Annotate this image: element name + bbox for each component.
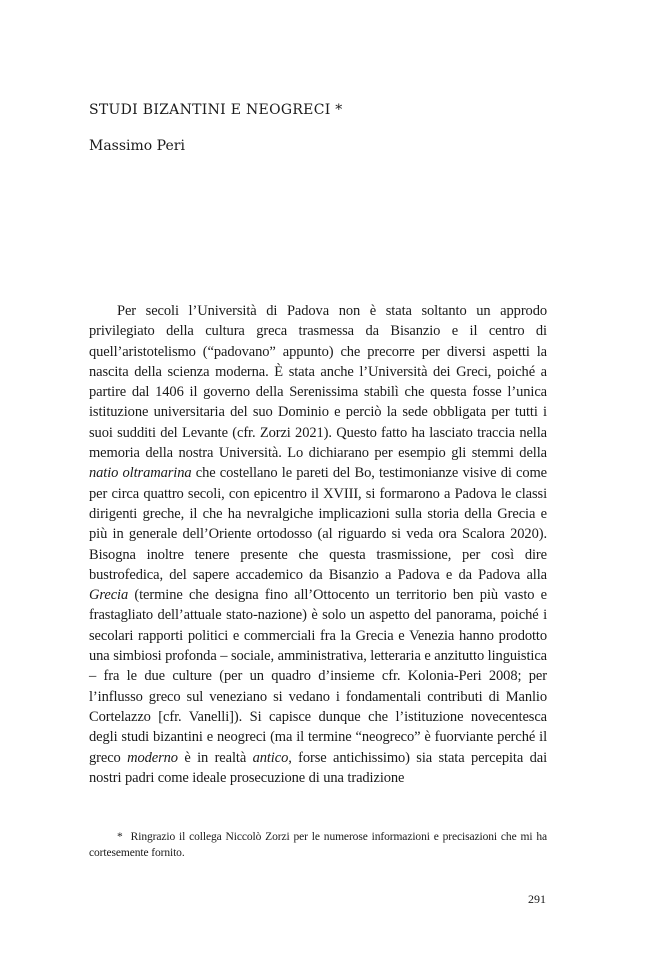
footnote — [89, 829, 547, 861]
italic-phrase: Grecia — [89, 587, 129, 604]
text-run: è in realtà — [177, 749, 253, 766]
footnote-text: Ringrazio il collega Niccolò Zorzi per le numerose informazioni e precisazioni che mi ha cortesemente fornito. — [89, 831, 547, 859]
footnote-mark: * — [117, 831, 123, 843]
italic-phrase: moderno — [127, 749, 178, 766]
author-name: Massimo Peri — [89, 138, 185, 154]
article-title: STUDI BIZANTINI E NEOGRECI * — [89, 102, 343, 118]
italic-phrase: antico — [252, 749, 289, 766]
body-paragraph — [89, 301, 547, 788]
text-run: che costellano le pareti del Bo, testimonianze visive di come per circa quattro secoli, con epicentro il XVIII, si formarono a Padova le classi dirigenti greche, il che ha nevralgiche implicazioni sulla storia della Grecia e più in generale dell’Oriente ortodosso (al riguardo si veda ora Scalora 2020). Bisogna inoltre tenere presente che questa trasmissione, per così dire bustrofedica, del sapere accademico da Bisanzio a Padova e da Padova alla — [89, 465, 547, 583]
text-run: , forse antichissimo) sia stata percepita dai nostri padri come ideale prosecuzione di una tradizione — [89, 749, 547, 786]
text-run: Per secoli l’Università di Padova non è stata soltanto un approdo privilegiato della cultura greca trasmessa da Bisanzio e il centro di quell’aristotelismo (“padovano” appunto) che precorre per diversi aspetti la nascita della scienza moderna. È stata anche l’Università dei Greci, poiché a partire dal 1406 il governo della Serenissima stabilì che questa fosse l’unica istituzione universitaria del suo Dominio e perciò la sede obbligata per tutti i suoi sudditi del Levante (cfr. Zorzi 2021). Questo fatto ha lasciato traccia nella memoria della nostra Università. Lo dichiarano per esempio gli stemmi della — [89, 303, 547, 462]
text-run: (termine che designa fino all’Ottocento un territorio ben più vasto e frastagliato dell’attuale stato-nazione) è solo un aspetto del panorama, poiché i secolari rapporti politici e commerciali fra la Grecia e Venezia hanno prodotto una simbiosi profonda – sociale, amministrativa, letteraria e anzitutto linguistica – fra le due culture (per un quadro d’insieme cfr. Kolonia-Peri 2008; per l’influsso greco sul veneziano si vedano i fondamentali contributi di Manlio Cortelazzo [cfr. Vanelli]). Si capisce dunque che l’istituzione novecentesca degli studi bizantini e neogreci (ma il termine “neogreco” è fuorviante perché il greco — [89, 587, 547, 766]
italic-phrase: natio oltramarina — [89, 465, 192, 482]
page-number: 291 — [528, 892, 546, 906]
